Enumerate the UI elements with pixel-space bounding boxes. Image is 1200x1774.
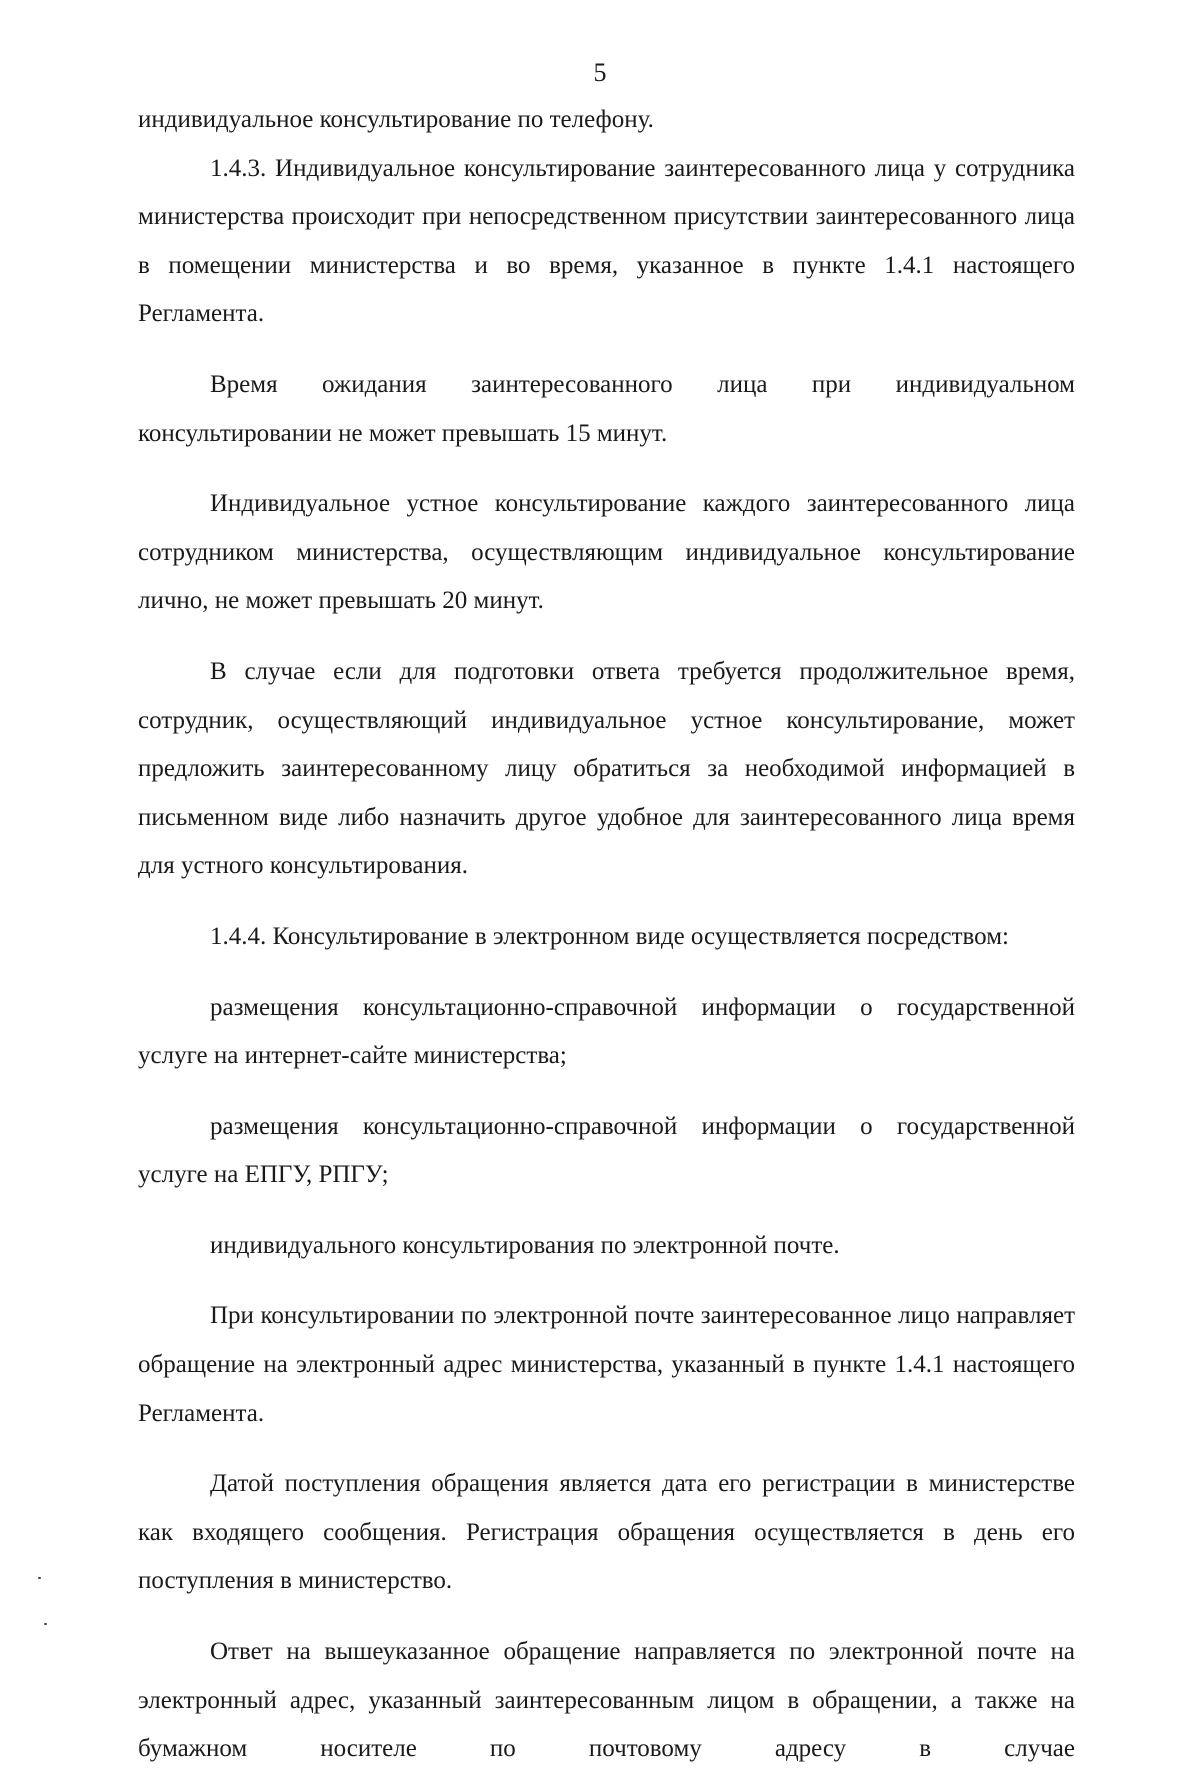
page-number: 5 [593, 58, 607, 87]
paragraph-5: В случае если для подготовки ответа требуется продолжительное время, сотрудник, осуществляющий индивидуальное устное консультирование, может предложить заинтересованному лицу обратиться за необходимой информацией в письменном виде либо назначить другое удобное для заинтересованного лица время для устного консультирования. [138, 657, 1075, 880]
paragraph-2: 1.4.3. Индивидуальное консультирование заинтересованного лица у сотрудника министерства происходит при непосредственном присутствии заинтересованного лица в помещении министерства и во время, указанное в пункте 1.4.1 настоящего Регламента. [138, 154, 1075, 328]
scan-speck [44, 1623, 47, 1625]
paragraph-3: Время ожидания заинтересованного лица при индивидуальном консультировании не может превышать 15 минут. [138, 370, 1075, 447]
paragraph-4: Индивидуальное устное консультирование каждого заинтересованного лица сотрудником министерства, осуществляющим индивидуальное консультирование лично, не может превышать 20 минут. [138, 490, 1075, 615]
paragraph-1: индивидуальное консультирование по телефону. [138, 106, 654, 133]
paragraph-7: размещения консультационно-справочной информации о государственной услуге на интернет-сайте министерства; [138, 993, 1075, 1070]
paragraph-12: Ответ на вышеуказанное обращение направляется по электронной почте на электронный адрес, указанный заинтересованным лицом в обращении, а также на бумажном носителе по почтовому адресу в случае [138, 1638, 1075, 1763]
paragraph-8: размещения консультационно-справочной информации о государственной услуге на ЕПГУ, РПГУ; [138, 1112, 1075, 1189]
paragraph-10: При консультировании по электронной почте заинтересованное лицо направляет обращение на электронный адрес министерства, указанный в пункте 1.4.1 настоящего Регламента. [138, 1302, 1075, 1427]
paragraph-11: Датой поступления обращения является дата его регистрации в министерстве как входящего сообщения. Регистрация обращения осуществляется в день его поступления в министерство. [138, 1470, 1075, 1595]
paragraph-9: индивидуального консультирования по электронной почте. [210, 1231, 840, 1259]
document-body [138, 96, 1075, 1774]
scan-speck [38, 1577, 41, 1579]
paragraph-6: 1.4.4. Консультирование в электронном виде осуществляется посредством: [210, 922, 1009, 950]
